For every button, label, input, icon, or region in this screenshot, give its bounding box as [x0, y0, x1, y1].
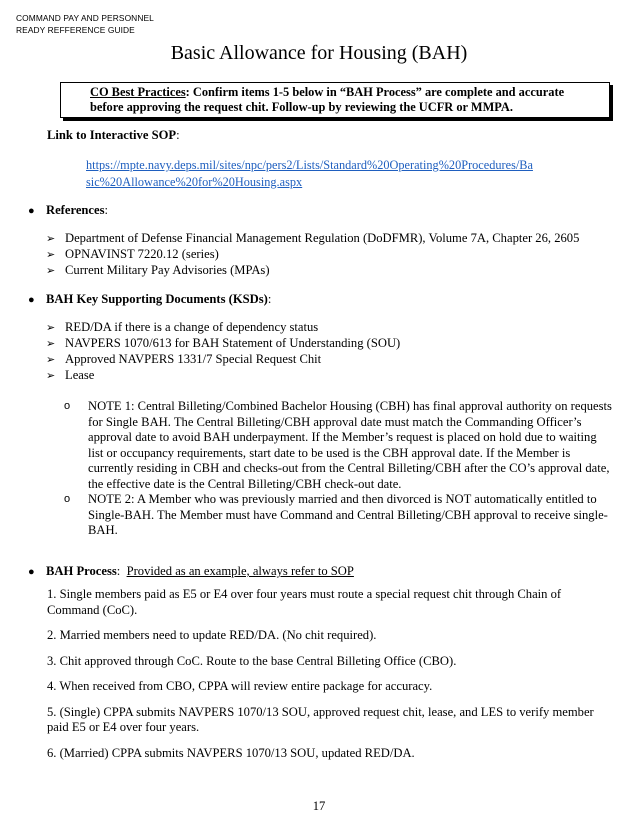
- arrow-bullet-icon: ➢: [46, 354, 56, 366]
- arrow-bullet-icon: ➢: [46, 370, 56, 382]
- ksds-heading: ● BAH Key Supporting Documents (KSDs):: [28, 292, 271, 309]
- bullet-icon: ●: [28, 294, 35, 306]
- ksds-notes: [64, 399, 612, 539]
- references-list: [46, 231, 579, 279]
- arrow-bullet-icon: ➢: [46, 233, 56, 245]
- process-step: 3. Chit approved through CoC. Route to the base Central Billeting Office (CBO).: [47, 653, 457, 668]
- arrow-bullet-icon: ➢: [46, 338, 56, 350]
- process-step: 5. (Single) CPPA submits NAVPERS 1070/13 SOU, approved request chit, lease, and LES to verify member paid E5 or E4 over four years.: [47, 704, 594, 734]
- list-item: ➢ Approved NAVPERS 1331/7 Special Request Chit: [46, 352, 400, 368]
- sop-link-label: Link to Interactive SOP:: [47, 128, 180, 142]
- page-number: 17: [312, 799, 326, 813]
- references-heading: ● References:: [28, 203, 108, 220]
- list-item: ➢ Department of Defense Financial Management Regulation (DoDFMR), Volume 7A, Chapter 26, 2605: [46, 231, 579, 247]
- list-item: ➢ NAVPERS 1070/613 for BAH Statement of Understanding (SOU): [46, 336, 400, 352]
- sop-link[interactable]: [86, 157, 606, 191]
- process-steps: [47, 587, 612, 771]
- best-practices-box: [60, 82, 610, 118]
- process-heading: ● BAH Process: Provided as an example, always refer to SOP: [28, 564, 354, 581]
- circle-bullet-icon: o: [64, 400, 71, 412]
- process-step: 6. (Married) CPPA submits NAVPERS 1070/13 SOU, updated RED/DA.: [47, 745, 415, 760]
- list-item: ➢ RED/DA if there is a change of dependency status: [46, 320, 400, 336]
- ksds-list: [46, 320, 400, 384]
- sop-link-line-1[interactable]: https://mpte.navy.deps.mil/sites/npc/pers2/Lists/Standard%20Operating%20Procedures/Ba: [86, 158, 533, 172]
- note-2: o NOTE 2: A Member who was previously married and then divorced is NOT automatically entitled to Single-BAH. The Member must have Command and Central Billeting/CBH approval to receive single-BAH.: [64, 492, 608, 537]
- list-item: ➢ Lease: [46, 368, 400, 384]
- list-item: ➢ OPNAVINST 7220.12 (series): [46, 247, 579, 263]
- best-practices-text-2: before approving the request chit. Follow-up by reviewing the UCFR or MMPA.: [90, 100, 513, 115]
- list-item: ➢ Current Military Pay Advisories (MPAs): [46, 263, 579, 279]
- arrow-bullet-icon: ➢: [46, 249, 56, 261]
- page-title: Basic Allowance for Housing (BAH): [170, 42, 468, 64]
- process-step: 2. Married members need to update RED/DA. (No chit required).: [47, 628, 377, 642]
- bullet-icon: ●: [28, 566, 35, 578]
- sop-link-line-2[interactable]: sic%20Allowance%20for%20Housing.aspx: [86, 175, 303, 189]
- circle-bullet-icon: o: [64, 493, 71, 505]
- best-practices-text-1: : Confirm items 1-5 below in “BAH Process” are complete and accurate: [185, 85, 565, 99]
- process-step: 1. Single members paid as E5 or E4 over four years must route a special request chit through Chain of Command (CoC).: [47, 587, 562, 617]
- header-line-2: READY REFFERENCE GUIDE: [16, 25, 135, 35]
- document-header: [16, 12, 154, 36]
- best-practices-label: CO Best Practices: [90, 85, 186, 99]
- arrow-bullet-icon: ➢: [46, 322, 56, 334]
- arrow-bullet-icon: ➢: [46, 265, 56, 277]
- process-step: 4. When received from CBO, CPPA will review entire package for accuracy.: [47, 679, 433, 693]
- header-line-1: COMMAND PAY AND PERSONNEL: [16, 13, 154, 23]
- bullet-icon: ●: [28, 205, 35, 217]
- note-1: o NOTE 1: Central Billeting/Combined Bachelor Housing (CBH) has final approval authority on requests for Single BAH. The Central Billeting/CBH approval date must match the Commanding Officer’s approval date to avoid BAH underpayment. If the Member’s request is placed on hold due to waiting list or occupancy requirements, start date to be used is the CBH approval date. If the Member is currently residing in CBH and checks-out from the Central Billeting/CBH after the CO’s approval date, the effective date is the Central Billeting/CBH check-out date.: [64, 399, 612, 491]
